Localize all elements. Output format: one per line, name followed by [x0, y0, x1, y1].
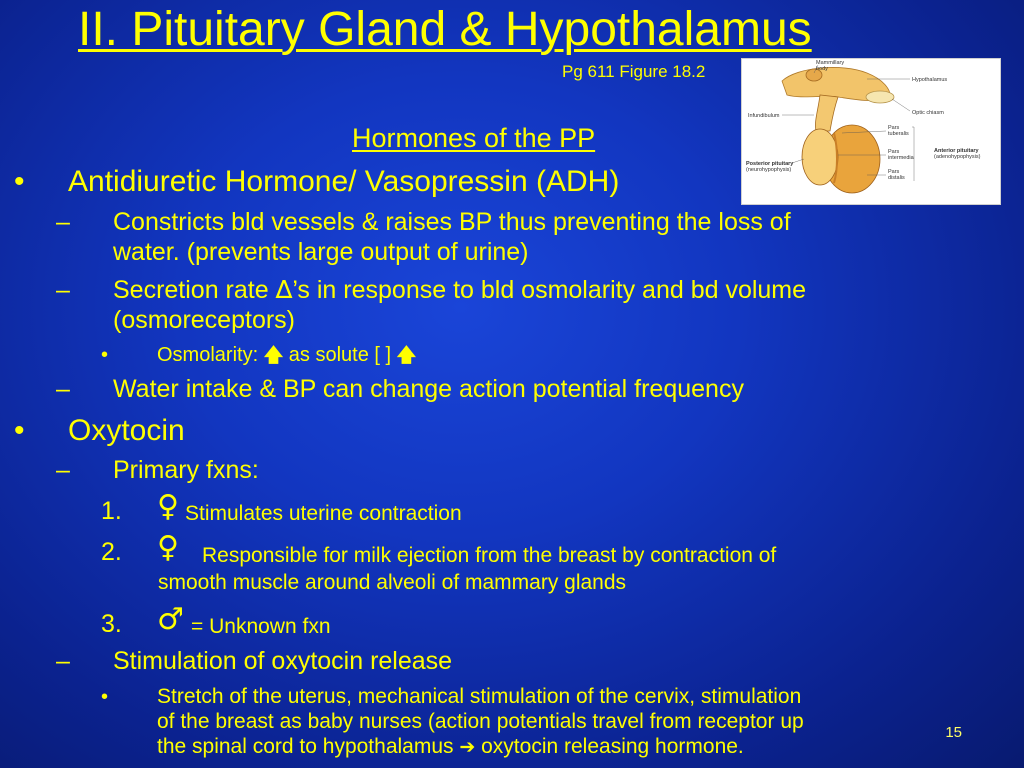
fig-label-optic-chiasm: Optic chiasm	[912, 110, 944, 116]
right-arrow-icon: ➔	[459, 736, 476, 758]
fxn2-line1: Responsible for milk ejection from the breast by contraction of	[202, 544, 777, 567]
primary-fxns-text: Primary fxns:	[113, 456, 259, 484]
section-heading: Hormones of the PP	[352, 123, 596, 153]
dash-marker: –	[56, 456, 70, 484]
stim-line3-a: the spinal cord to hypothalamus	[157, 735, 454, 758]
female-symbol-icon: ♀	[157, 530, 179, 565]
page-number: 15	[945, 724, 962, 741]
bullet-marker: •	[14, 414, 25, 447]
fig-label-mammillary: Mammillary	[816, 60, 845, 66]
fig-label-pars-intermedia-1: Pars	[888, 149, 900, 155]
adh-sub1-line1: Constricts bld vessels & raises BP thus preventing the loss of	[113, 208, 791, 236]
fig-label-pars-intermedia-2: intermedia	[888, 155, 914, 161]
dash-marker: –	[56, 208, 70, 236]
pituitary-figure	[741, 58, 1001, 205]
fxn2-line2: smooth muscle around alveoli of mammary glands	[158, 571, 627, 594]
fxn1-number: 1.	[101, 497, 122, 525]
fig-label-pars-tuberalis-1: Pars	[888, 125, 900, 131]
up-arrow-icon: 🡅	[396, 344, 417, 366]
fxn3-number: 3.	[101, 610, 122, 638]
female-symbol-icon: ♀	[157, 489, 179, 524]
osmolarity-text-b: as solute [ ]	[288, 344, 392, 366]
bullet-marker: •	[14, 165, 25, 198]
adh-sub2-line2: (osmoreceptors)	[113, 306, 295, 334]
adh-label: Antidiuretic Hormone/ Vasopressin (ADH)	[68, 165, 620, 198]
fig-label-pars-tuberalis-2: tuberalis	[888, 131, 909, 137]
fig-label-pars-distalis-1: Pars	[888, 169, 900, 175]
stim-line1: Stretch of the uterus, mechanical stimulation of the cervix, stimulation	[157, 685, 802, 708]
fig-label-posterior-2: (neurohypophysis)	[746, 167, 792, 173]
delta-symbol: ∆	[275, 275, 293, 304]
fig-label-anterior-1: Anterior pituitary	[934, 148, 979, 154]
dash-marker: –	[56, 276, 70, 304]
osmolarity-text-a: Osmolarity:	[157, 344, 259, 366]
fxn2-number: 2.	[101, 538, 122, 566]
fig-label-body: body	[816, 66, 828, 72]
stimulation-label: Stimulation of oxytocin release	[113, 647, 453, 675]
fxn1-text: Stimulates uterine contraction	[185, 502, 462, 525]
small-bullet-marker: •	[101, 344, 109, 366]
up-arrow-icon: 🡅	[263, 344, 284, 366]
slide-title: II. Pituitary Gland & Hypothalamus	[78, 3, 812, 56]
small-bullet-marker: •	[101, 686, 109, 708]
fig-label-pars-distalis-2: distalis	[888, 175, 905, 181]
pituitary-diagram	[742, 59, 1000, 204]
stim-line2: of the breast as baby nurses (action potentials travel from receptor up	[157, 710, 804, 733]
oxytocin-label: Oxytocin	[68, 414, 185, 447]
fxn3-text: = Unknown fxn	[191, 615, 331, 638]
fig-label-infundibulum: Infundibulum	[748, 113, 780, 119]
adh-sub2-text-a: Secretion rate	[113, 276, 269, 304]
stim-line3	[157, 735, 744, 759]
fig-label-hypothalamus: Hypothalamus	[912, 77, 948, 83]
figure-caption: Pg 611 Figure 18.2	[562, 62, 706, 81]
fig-label-posterior-1: Posterior pituitary	[746, 161, 794, 167]
adh-sub1-line2: water. (prevents large output of urine)	[113, 238, 529, 266]
adh-sub3-text: Water intake & BP can change action potential frequency	[113, 375, 744, 403]
dash-marker: –	[56, 375, 70, 403]
dash-marker: –	[56, 647, 70, 675]
adh-sub2-text-b: ’s in response to bld osmolarity and bd volume	[292, 276, 807, 304]
male-symbol-icon: ♂	[157, 602, 184, 637]
fig-label-anterior-2: (adenohypophysis)	[934, 154, 981, 160]
stim-line3-b: oxytocin releasing hormone.	[481, 735, 744, 758]
